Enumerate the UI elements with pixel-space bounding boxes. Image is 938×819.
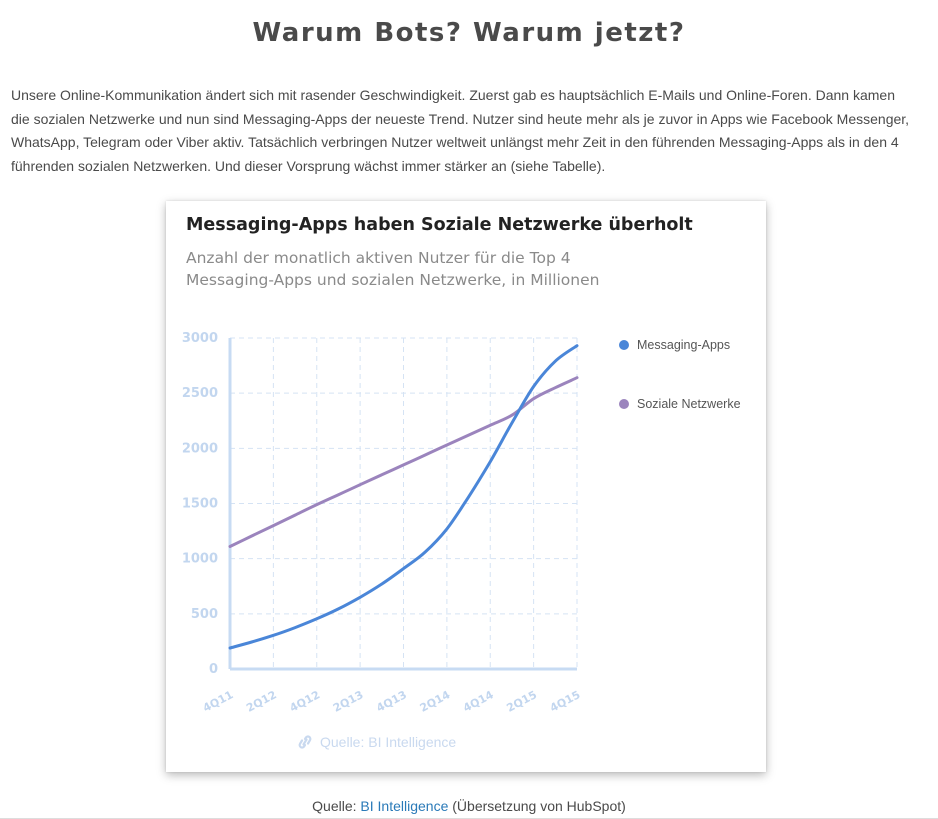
caption-source-link[interactable]: BI Intelligence xyxy=(360,798,449,814)
y-tick-label: 500 xyxy=(190,606,218,622)
caption-suffix: (Übersetzung von HubSpot) xyxy=(448,798,626,814)
caption-prefix: Quelle: xyxy=(312,798,361,814)
x-tick-label: 2Q14 xyxy=(417,688,453,715)
y-tick-label: 3000 xyxy=(181,331,218,346)
chart-legend xyxy=(619,336,741,454)
x-tick-label: 4Q14 xyxy=(461,688,496,715)
line-chart xyxy=(166,201,766,772)
y-tick-label: 0 xyxy=(208,662,218,677)
legend-item-messaging xyxy=(619,336,741,354)
y-tick-label: 2000 xyxy=(181,441,218,457)
y-tick-label: 1000 xyxy=(181,551,218,567)
x-tick-label: 4Q15 xyxy=(547,688,583,715)
y-tick-label: 1500 xyxy=(181,496,218,512)
x-tick-label: 4Q11 xyxy=(200,688,236,715)
x-tick-label: 2Q15 xyxy=(504,688,540,715)
chart-subtitle: Anzahl der monatlich aktiven Nutzer für die Top 4 Messaging-Apps und sozialen Netzwerke, in Millionen xyxy=(186,249,600,289)
y-tick-label: 2500 xyxy=(181,386,218,402)
chart-source-text: Quelle: BI Intelligence xyxy=(320,734,457,750)
legend-label: Soziale Netzwerke xyxy=(637,397,741,411)
image-caption xyxy=(0,798,938,814)
legend-label: Messaging-Apps xyxy=(637,338,731,352)
legend-dot-icon xyxy=(619,340,629,350)
x-tick-label: 2Q12 xyxy=(244,688,279,715)
chart-title: Messaging-Apps haben Soziale Netzwerke überholt xyxy=(186,215,693,235)
legend-item-social xyxy=(619,395,741,413)
chart-source[interactable] xyxy=(296,734,456,750)
x-tick-label: 4Q13 xyxy=(374,688,409,715)
legend-dot-icon xyxy=(619,399,629,409)
page-heading: Warum Bots? Warum jetzt? xyxy=(252,18,686,48)
intro-paragraph: Unsere Online-Kommunikation ändert sich mit rasender Geschwindigkeit. Zuerst gab es hauptsächlich E-Mails und Online-Foren. Dann kamen die sozialen Netzwerke und nun sind Messaging-Apps der neueste Trend. Nutzer sind heute mehr als je zuvor in Apps wie Facebook Messenger, WhatsApp, Telegram oder Viber aktiv. Tatsächlich verbringen Nutzer weltweit unlängst mehr Zeit in den führenden Messaging-Apps als in den 4 führenden sozialen Netzwerken. Und dieser Vorsprung wächst immer stärker an (siehe Tabelle). xyxy=(11,87,910,174)
x-tick-label: 2Q13 xyxy=(330,688,366,715)
x-tick-label: 4Q12 xyxy=(287,688,323,715)
link-icon xyxy=(296,735,314,749)
chart-card xyxy=(166,201,766,772)
